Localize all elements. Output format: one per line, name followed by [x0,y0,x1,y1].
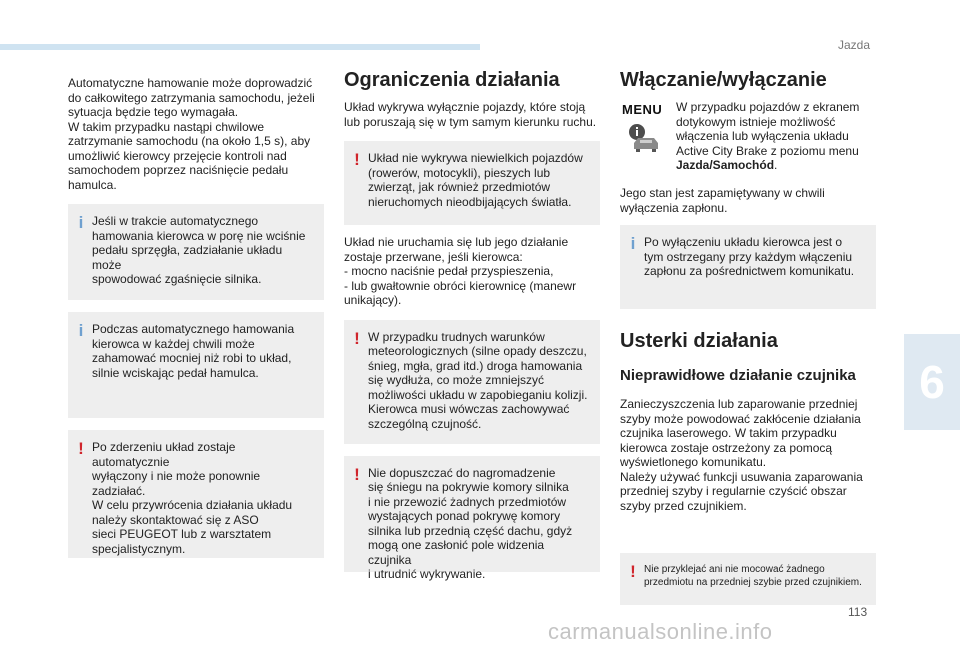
warning-icon: ! [354,150,360,169]
warning-icon: ! [354,464,360,484]
warning-box-windscreen [620,553,876,605]
info-icon: i [78,213,84,232]
warning-box-snow-text: Nie dopuszczać do nagromadzenie się śniegu na pokrywie komory silnika i nie przewozić żadnych przedmiotów wystających ponad pokrywę komory silnika lub przednią część dachu, gdyż mogą one zasłonić pole widzenia czujnika i utrudnić wykrywanie. [368,465,573,581]
car-info-icon [628,123,662,153]
header-bar [0,44,480,50]
menu-text-main: W przypadku pojazdów z ekranem dotykowym istnieje możliwość włączenia lub wyłączenia układu Active City Brake z poziomu menu [676,100,860,158]
col2-intro: Układ wykrywa wyłącznie pojazdy, które stoją lub poruszają się w tym samym kierunku ruchu. [344,100,597,129]
info-box-brake-text: Podczas automatycznego hamowania kierowca w każdej chwili może zahamować mocniej niż robi to układ, silnie wciskając pedał hamulca. [92,322,295,380]
menu-path: Jazda/Samochód [676,158,775,172]
state-text: Jego stan jest zapamiętywany w chwili wyłączenia zapłonu. [620,186,825,215]
warning-icon: ! [78,439,84,458]
info-box-ignition [620,225,876,309]
warning-box-detection-text: Układ nie wykrywa niewielkich pojazdów (rowerów, motocykli), pieszych lub zwierząt, jak również przedmiotów nieruchomych nieodbijających światła. [368,151,583,209]
column-2 [344,68,600,581]
col1-intro: Automatyczne hamowanie może doprowadzić do całkowitego zatrzymania samochodu, jeżeli sytuacja będzie tego wymagała. W takim przypadku nastąpi chwilowe zatrzymanie samochodu (na około 1,5 s), aby umożliwić kierowcy przejęcie kontroli nad samochodem poprzez naciśnięcie pedału hamulca. [68,76,315,192]
section-title: Jazda [838,38,871,52]
warning-icon: ! [630,562,636,581]
info-box-clutch-text: Jeśli w trakcie automatycznego hamowania kierowca w porę nie wciśnie pedału sprzęgła, zadziałanie układu może spowodować zgaśnięcie silnika. [92,214,306,286]
warning-icon: ! [354,328,360,348]
warning-box-collision [68,430,324,558]
menu-block [620,100,876,176]
info-box-brake [68,312,324,418]
warning-box-windscreen-text: Nie przyklejać ani nie mocować żadnego przedmiotu na przedniej szybie przed czujnikiem. [644,564,862,588]
menu-text [676,100,876,173]
warning-box-snow [344,456,600,581]
section-heading-toggle: Włączanie/wyłączanie [620,69,827,91]
menu-label: MENU [622,102,663,117]
section-heading-limits: Ograniczenia działania [344,69,560,91]
info-icon: i [630,234,636,253]
warning-box-weather-text: W przypadku trudnych warunków meteorologicznych (silne opady deszczu, śnieg, mgła, grad itd.) droga hamowania się wydłuża, co może zmniejszyć możliwości układu w zapobieganiu kolizji. Kierowca musi wówczas zachowywać szczególną czujność. [368,329,588,431]
info-box-clutch [68,204,324,300]
warning-box-collision-text: Po zderzeniu układ zostaje automatycznie wyłączony i nie może ponownie zadziałać. W celu przywrócenia działania układu należy skontaktować się z ASO sieci PEUGEOT lub z warsztatem specjalistycznym. [92,440,293,556]
menu-text-end: . [774,158,778,172]
sensor-text: Zanieczyszczenia lub zaparowanie przedniej szyby może powodować zakłócenie działania czujnika laserowego. W takim przypadku kierowca zostaje ostrzeżony za pomocą wyświetlonego komunikatu. Należy używać funkcji usuwania zaparowania przedniej szyby i regularnie czyścić obszar szyby przed czujnikiem. [620,397,863,513]
watermark: carmanualsonline.info [548,619,773,644]
info-box-ignition-text: Po wyłączeniu układu kierowca jest o tym ostrzegany przy każdym włączeniu zapłonu za pośrednictwem komunikatu. [644,235,855,278]
col2-conditions: Układ nie uruchamia się lub jego działanie zostaje przerwane, jeśli kierowca: - mocno naciśnie pedał przyspieszenia, - lub gwałtownie obróci kierownicę (manewr unikający). [344,235,577,307]
page-number: 113 [848,605,868,619]
warning-box-detection [344,141,600,225]
chapter-tab [904,334,960,430]
chapter-number: 6 [919,356,945,408]
info-icon: i [78,321,84,340]
column-3 [620,68,876,605]
subheading-sensor: Nieprawidłowe działanie czujnika [620,367,856,384]
section-heading-faults: Usterki działania [620,330,778,352]
menu-icon [622,102,668,160]
column-1 [68,76,324,558]
warning-box-weather [344,320,600,444]
